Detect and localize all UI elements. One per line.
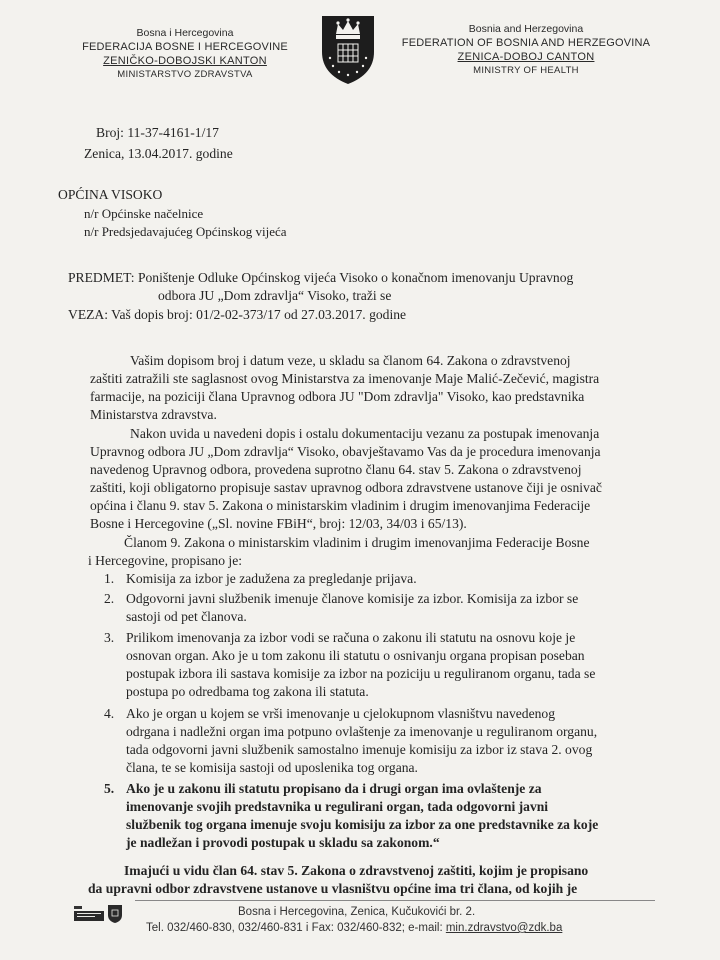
header-left-federation: FEDERACIJA BOSNE I HERCEGOVINE <box>82 41 288 53</box>
header-right-federation: FEDERATION OF BOSNIA AND HERZEGOVINA <box>401 37 651 49</box>
footer-email-link[interactable]: min.zdravstvo@zdk.ba <box>445 922 563 934</box>
header-right-canton: ZENICA-DOBOJ CANTON <box>457 51 595 63</box>
paragraph-3-line: i Hercegovine, propisano je: <box>88 553 243 568</box>
paragraph-2-line: Bosne i Hercegovine („Sl. novine FBiH“, broj: 12/03, 34/03 i 65/13). <box>90 516 467 531</box>
list-item-line: je nadležan i provodi postupak u skladu sa zakonom.“ <box>126 835 440 850</box>
list-item-line: službenik tog organa imenuje svoju komisiju za izbor za one predstavnike za koje <box>126 817 599 832</box>
paragraph-2-line: općina i članu 9. stav 5. Zakona o ministarskim vladinim i drugim imenovanjima Federacije <box>90 498 591 513</box>
list-item-line: odrgana i nadležni organ ima potpuno ovlaštenje za imenovanje u reguliranom organu, <box>126 724 598 739</box>
list-item-number: 4. <box>104 706 115 721</box>
ministry-logo-icon <box>74 902 126 924</box>
list-item-line: člana, te se komisija sastoji od uposlenika tog organa. <box>126 760 418 775</box>
list-item-line: Komisija za izbor je zadužena za pregledanje prijava. <box>126 571 417 586</box>
footer-address: Bosna i Hercegovina, Zenica, Kučukovići br. 2. <box>238 906 476 918</box>
header-right <box>398 22 654 78</box>
reference-number: Broj: 11-37-4161-1/17 <box>96 125 219 140</box>
paragraph-1-line: farmacije, na poziciji člana Upravnog odbora JU "Dom zdravlja" Visoko, kao predstavnika <box>90 389 585 404</box>
subject-line-1: PREDMET: Poništenje Odluke Općinskog vijeća Visoko o konačnom imenovanju Upravnog <box>68 270 574 285</box>
recipient-line-2: n/r Predsjedavajućeg Općinskog vijeća <box>84 224 287 239</box>
list-item-number: 5. <box>104 781 115 796</box>
recipient-name: OPĆINA VISOKO <box>58 187 163 202</box>
footer-contact-text: Tel. 032/460-830, 032/460-831 i Fax: 032/460-832; e-mail: <box>146 922 446 934</box>
list-item-line: osnovan organ. Ako je u tom zakonu ili statutu o osnivanju organa propisan poseban <box>126 648 585 663</box>
paragraph-3-line: Članom 9. Zakona o ministarskim vladinim i drugim imenovanjima Federacije Bosne <box>124 535 590 550</box>
list-item-number: 3. <box>104 630 115 645</box>
header-right-country: Bosnia and Herzegovina <box>468 23 584 35</box>
paragraph-1-line: Ministarstva zdravstva. <box>90 407 217 422</box>
paragraph-2-line: Nakon uvida u navedeni dopis i ostalu dokumentaciju vezanu za postupak imenovanja <box>130 426 600 441</box>
footer-divider <box>135 900 655 901</box>
paragraph-4-line: da upravni odbor zdravstvene ustanove u vlasništvu općine ima tri člana, od kojih je <box>88 881 578 896</box>
paragraph-1-line: zaštiti zatražili ste saglasnost ovog Ministarstva za imenovanje Maje Malić-Zečević, magistra <box>90 371 600 386</box>
header-left <box>80 26 290 82</box>
subject-reference: VEZA: Vaš dopis broj: 01/2-02-373/17 od 27.03.2017. godine <box>68 307 407 322</box>
list-item-line: tada odgovorni javni službenik samostalno imenuje komisiju za izbor iz stava 2. ovog <box>126 742 593 757</box>
list-item-line: Prilikom imenovanja za izbor vodi se računa o zakonu ili statutu na osnovu koje je <box>126 630 576 645</box>
reference-date: Zenica, 13.04.2017. godine <box>84 146 233 161</box>
list-item-line: Odgovorni javni službenik imenuje članove komisije za izbor. Komisija za izbor se <box>126 591 579 606</box>
header-right-ministry: MINISTRY OF HEALTH <box>473 65 579 76</box>
paragraph-2-line: Upravnog odbora JU „Dom zdravlja“ Visoko, obavještavamo Vas da je procedura imenovanja <box>90 444 601 459</box>
list-item-number: 2. <box>104 591 115 606</box>
list-item-line: postupa po odredbama tog zakona ili statuta. <box>126 684 369 699</box>
header-left-canton: ZENIČKO-DOBOJSKI KANTON <box>103 55 267 67</box>
list-item-line: Ako je u zakonu ili statutu propisano da i drugi organ ima ovlaštenje za <box>126 781 542 796</box>
header-left-country: Bosna i Hercegovina <box>136 27 234 39</box>
list-item-number: 1. <box>104 571 115 586</box>
paragraph-4-line: Imajući u vidu član 64. stav 5. Zakona o zdravstvenoj zaštiti, kojim je propisano <box>124 863 589 878</box>
footer-contact <box>146 922 562 934</box>
list-item-line: imenovanje svojih predstavnika u regulirani organ, tada odgovorni javni <box>126 799 549 814</box>
canton-crest-icon <box>318 12 378 86</box>
header-left-ministry: MINISTARSTVO ZDRAVSTVA <box>117 69 253 80</box>
subject-line-2: odbora JU „Dom zdravlja“ Visoko, traži se <box>158 288 392 303</box>
list-item-line: sastoji od pet članova. <box>126 609 247 624</box>
paragraph-2-line: zaštiti, koji obligatorno propisuje sastav upravnog odbora zdravstvene ustanove čiji je osnivač <box>90 480 602 495</box>
list-item-line: Ako je organ u kojem se vrši imenovanje u cjelokupnom vlasništvu navedenog <box>126 706 555 721</box>
recipient-line-1: n/r Općinske načelnice <box>84 206 204 221</box>
paragraph-1-line: Vašim dopisom broj i datum veze, u skladu sa članom 64. Zakona o zdravstvenoj <box>130 353 571 368</box>
paragraph-2-line: navedenog Upravnog odbora, provedena suprotno članu 64. stav 5. Zakona o zdravstvenoj <box>90 462 582 477</box>
list-item-line: postupak izbora ili sastava komisije za izbor na poziciju u reguliranom organu, tada se <box>126 666 596 681</box>
